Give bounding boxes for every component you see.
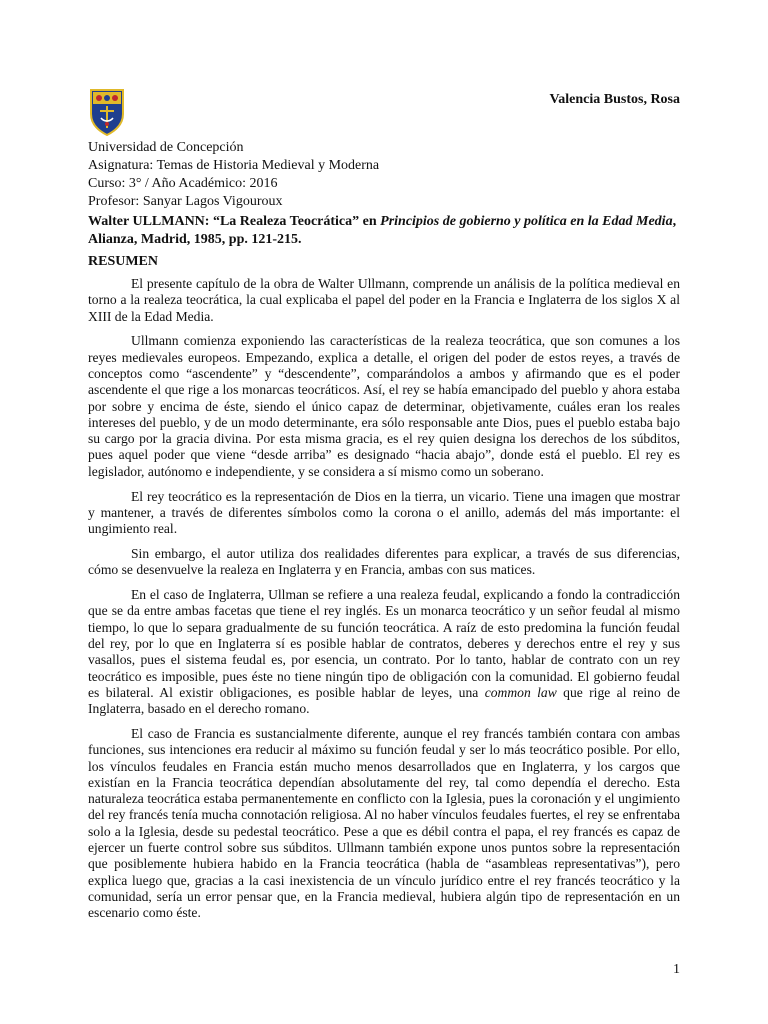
citation-title: “La Realeza Teocrática” bbox=[212, 214, 360, 229]
paragraph-characteristics: Ullmann comienza exponiendo las características de la realeza teocrática, que son comunes a los reyes medievales europeos. Empezando, explica a detalle, el origen del poder de estos reyes, a través de conceptos como “ascendente” y “descendente”, comparándolos a ambos y afirmando que es el poder ascendente el que rige a los monarcas teocráticos. Así, el rey se había emancipado del pueblo y ahora estaba por sobre y encima de éste, siendo el único capaz de determinar, objetivamente, cuáles eran los reales intereses del pueblo, y de un modo determinante, era sólo responsable ante Dios, pues el pueblo estaba bajo su cargo por la gracia divina. Por esta misma gracia, es el rey quien designa los derechos de los súbditos, pues aquel poder que viene “desde arriba” es designado “hacia abajo”, donde está el pueblo. El rey es legislador, autónomo e independiente, y se considera a sí mismo como un soberano. bbox=[88, 333, 680, 479]
citation-book: Principios de gobierno y política en la Edad Media bbox=[380, 214, 673, 229]
paragraph-vicar: El rey teocrático es la representación de Dios en la tierra, un vicario. Tiene una imagen que mostrar y mantener, a través de diferentes símbolos como la corona o el anillo, además del más importante: el ungimiento real. bbox=[88, 488, 680, 537]
university-crest-icon bbox=[89, 88, 125, 136]
summary-body bbox=[88, 276, 680, 930]
paragraph-comparison: Sin embargo, el autor utiliza dos realidades diferentes para explicar, a través de sus diferencias, cómo se desenvuelve la realeza en Inglaterra y en Francia, ambas con sus matices. bbox=[88, 545, 680, 578]
paragraph-england-text-end: que rige al reino de Inglaterra, basado en el derecho romano. bbox=[88, 684, 680, 717]
paragraph-intro: El presente capítulo de la obra de Walter Ullmann, comprende un análisis de la política medieval en torno a la realeza teocrática, la cual explicaba el papel del poder en la Francia e Inglaterra de los siglos X al XIII de la Edad Media. bbox=[88, 276, 680, 324]
course-line: Curso: 3° / Año Académico: 2016 bbox=[88, 176, 278, 191]
professor-line: Profesor: Sanyar Lagos Vigouroux bbox=[88, 194, 283, 209]
common-law-term: common law bbox=[484, 684, 557, 700]
citation-connector: en bbox=[362, 214, 377, 229]
citation bbox=[88, 213, 682, 249]
author-name: Valencia Bustos, Rosa bbox=[549, 92, 680, 107]
paragraph-france: El caso de Francia es sustancialmente diferente, aunque el rey francés también contara con ambas funciones, sus intenciones era reducir al máximo su función feudal y ser lo más teocrático posible. Por ello, los vínculos feudales en Francia están mucho menos desarrollados que en Inglaterra, y los cargos que existían en la Francia teocrática dependían absolutamente del rey, tal como dependía el derecho. Esta naturaleza teocrática estaba permanentemente en conflicto con la Iglesia, pues la coronación y el ungimiento del rey francés tenía mucha connotación religiosa. Al no haber vínculos feudales fuertes, el rey se enfrentaba solo a la Iglesia, desde su pedestal teocrático. Pese a que es débil contra el papa, el rey francés es capaz de ejercer un fuerte control sobre sus súbditos. Ullmann también expone unos puntos sobre la representación que posiblemente hubiera habido en la Francia teocrática (habla de “asambleas representativas”), pero explica luego que, gracias a la casi inexistencia de un vínculo jurídico entre el rey francés teocrático y la comunidad, sería un error pensar que, en la Francia medieval, hubiera algún tipo de representación en un escenario como éste. bbox=[88, 725, 680, 921]
subject-line: Asignatura: Temas de Historia Medieval y Moderna bbox=[88, 158, 380, 173]
page-number: 1 bbox=[673, 962, 680, 977]
citation-publication: , Alianza, Madrid, 1985, pp. 121-215. bbox=[88, 214, 677, 247]
citation-author: Walter ULLMANN: bbox=[88, 214, 210, 229]
paragraph-england bbox=[88, 587, 680, 717]
university-line: Universidad de Concepción bbox=[88, 140, 244, 155]
course-info bbox=[88, 139, 379, 211]
paragraph-england-text: En el caso de Inglaterra, Ullman se refiere a una realeza feudal, explicando a fondo la contradicción que se da entre ambas facetas que tiene el rey inglés. Es un monarca teocrático y un señor feudal al mismo tiempo, lo que lo separa gradualmente de su función teocrática. A raíz de esto predomina la función feudal del rey, por lo que en Inglaterra sí es posible hablar de contratos, deberes y derechos entre el rey y sus vasallos, pues el sistema feudal es, por esencia, un contrato. Por lo tanto, hablar de contrato con un rey teocrático es imposible, pues éste no tiene ningún tipo de obligación con la comunidad. El gobierno feudal es bilateral. Al existir obligaciones, es posible hablar de leyes, una bbox=[88, 587, 680, 700]
section-heading: RESUMEN bbox=[88, 254, 159, 269]
